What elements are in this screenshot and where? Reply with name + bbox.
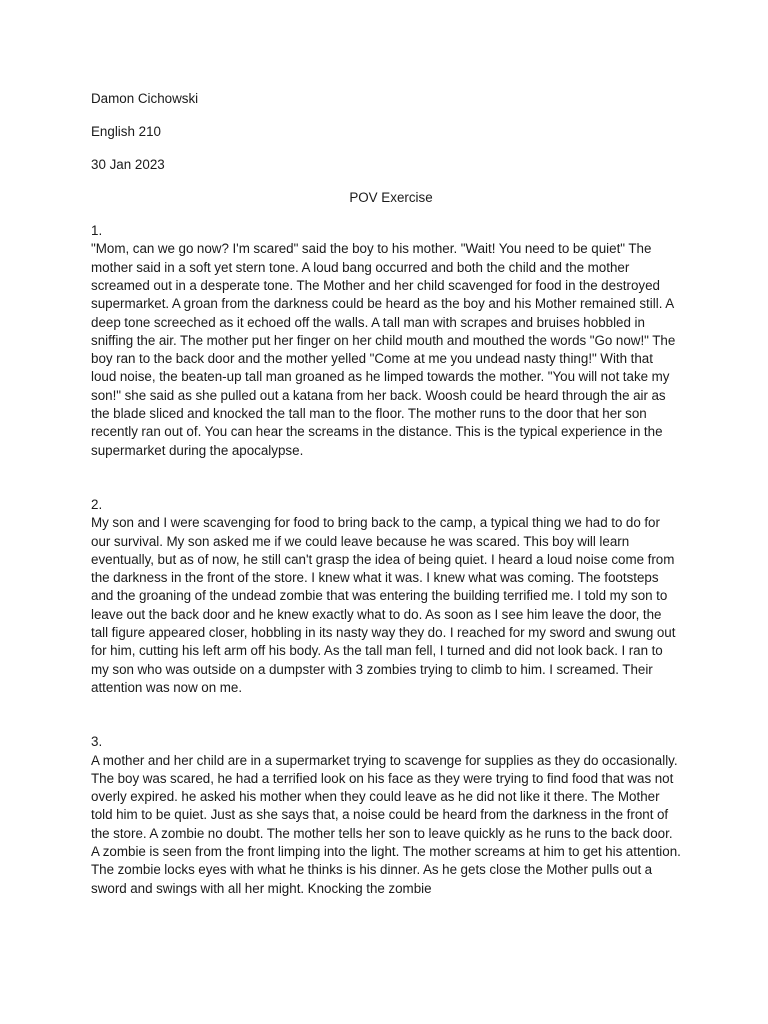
section-paragraph: "Mom, can we go now? I'm scared" said the boy to his mother. "Wait! You need to be quiet" The mother said in a soft yet stern tone. A loud bang occurred and both the child and the mother screamed out in a desperate tone. The Mother and her child scavenged for food in the destroyed supermarket. A groan from the darkness could be heard as the boy and his Mother remained still. A deep tone screeched as it echoed off the walls. A tall man with scrapes and bruises hobbled in sniffing the air. The mother put her finger on her child mouth and mouthed the words "Go now!" The boy ran to the back door and the mother yelled "Come at me you undead nasty thing!" With that loud noise, the beaten-up tall man groaned as he limped towards the mother. "You will not take my son!" she said as she pulled out a katana from her back. Woosh could be heard through the air as the blade sliced and knocked the tall man to the floor. The mother runs to the door that her son recently ran out of. You can hear the screams in the distance. This is the typical experience in the supermarket during the apocalypse. (91, 241, 676, 458)
document-body (91, 90, 681, 898)
section-number: 2. (91, 496, 103, 512)
document-date: 30 Jan 2023 (91, 157, 165, 173)
document-title: POV Exercise (349, 190, 433, 206)
section-number: 3. (91, 734, 103, 750)
section-1 (91, 222, 681, 460)
section-number: 1. (91, 223, 103, 239)
section-paragraph: A mother and her child are in a supermarket trying to scavenge for supplies as they do occasionally. The boy was scared, he had a terrified look on his face as they were trying to find food that was not overly expired. he asked his mother when they could leave as he did not like it there. The Mother told him to be quiet. Just as she says that, a noise could be heard from the darkness in the front of the store. A zombie no doubt. The mother tells her son to leave quickly as he runs to the back door. A zombie is seen from the front limping into the light. The mother screams at him to get his attention. The zombie locks eyes with what he thinks is his dinner. As he gets close the Mother pulls out a sword and swings with all her might. Knocking the zombie (91, 752, 681, 896)
section-3 (91, 733, 681, 898)
section-2 (91, 496, 681, 697)
course-name: English 210 (91, 124, 161, 140)
section-paragraph: My son and I were scavenging for food to bring back to the camp, a typical thing we had to do for our survival. My son asked me if we could leave because he was scared. This boy will learn eventually, but as of now, he still can't grasp the idea of being quiet. I heard a loud noise come from the darkness in the front of the store. I knew what it was. I knew what was coming. The footsteps and the groaning of the undead zombie that was entering the building terrified me. I told my son to leave out the back door and he knew exactly what to do. As soon as I see him leave the door, the tall figure appeared closer, hobbling in its nasty way they do. I reached for my sword and swung out for him, cutting his left arm off his body. As the tall man fell, I turned and did not look back. I ran to my son who was outside on a dumpster with 3 zombies trying to climb to him. I screamed. Their attention was now on me. (91, 515, 676, 695)
author-name: Damon Cichowski (91, 91, 199, 106)
